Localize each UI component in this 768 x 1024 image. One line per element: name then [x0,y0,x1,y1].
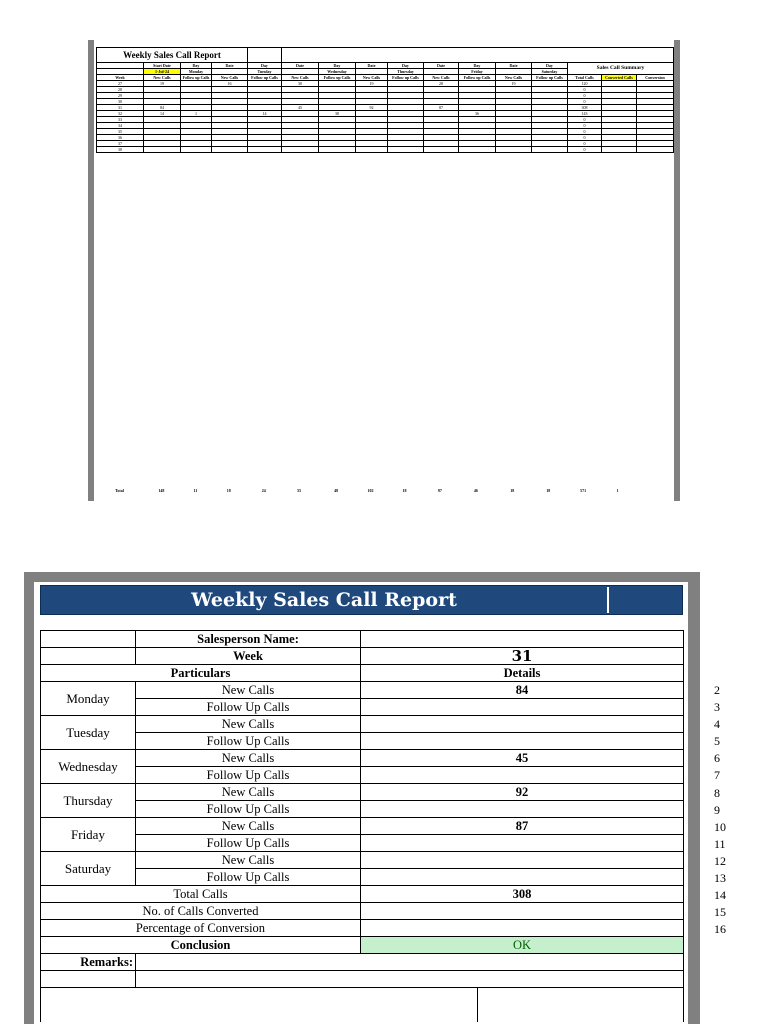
mini-cell[interactable]: 38 [97,147,144,153]
mini-totals-row [96,488,672,493]
mini-header: Day [181,63,212,69]
mini-cell[interactable] [459,147,496,153]
remarks-field-2[interactable] [136,971,684,988]
day-row [41,716,684,733]
mini-total-cell: 18 [546,488,551,493]
day-row [41,733,684,750]
mini-start-date[interactable]: 1-Jul-24 [144,69,181,75]
mini-cell[interactable]: 0 [568,87,602,93]
mini-cell[interactable]: 19 [356,81,388,87]
salesperson-field[interactable] [361,631,684,648]
mini-cell[interactable]: 32 [97,111,144,117]
report-table [40,630,684,1022]
mini-day: Wednesday [319,69,356,75]
follow-up-label: Follow Up Calls [136,835,361,852]
mini-cell[interactable]: 34 [97,123,144,129]
mini-col-header: Follow up Calls [459,75,496,81]
follow-up-label: Follow Up Calls [136,767,361,784]
day-row [41,801,684,818]
new-calls-label: New Calls [136,750,361,767]
mini-cell[interactable] [282,147,319,153]
mini-cell[interactable]: 0 [568,93,602,99]
converted-field[interactable] [361,903,684,920]
mini-total-cell: 102 [367,488,374,493]
day-label: Wednesday [41,750,136,784]
signature-box-right[interactable] [478,988,684,1023]
mini-cell[interactable]: 28 [97,87,144,93]
mini-total-cell: 571 [580,488,587,493]
mini-header: Date [282,63,319,69]
follow-up-label: Follow Up Calls [136,733,361,750]
mini-col-header: New Calls [356,75,388,81]
new-calls-label: New Calls [136,818,361,835]
mini-cell[interactable]: 92 [356,105,388,111]
mini-day: Tuesday [248,69,282,75]
mini-col-header: Total Calls [568,75,602,81]
mini-title: Weekly Sales Call Report [97,48,248,63]
mini-cell[interactable] [637,147,674,153]
new-calls-value[interactable] [361,716,684,733]
day-row [41,767,684,784]
mini-cell[interactable]: 0 [568,99,602,105]
row-number: 2 [714,683,720,697]
mini-cell[interactable] [181,147,212,153]
mini-cell[interactable]: 0 [568,117,602,123]
mini-total-cell: 18 [226,488,231,493]
mini-total-cell [635,488,672,493]
mini-cell[interactable]: 37 [97,141,144,147]
mini-total-cell: 55 [297,488,302,493]
mini-cell[interactable]: 19 [144,81,181,87]
row-number: 13 [714,871,726,886]
mini-total-cell: 48 [334,488,339,493]
mini-total-cell: 148 [158,488,165,493]
conclusion-label: Conclusion [41,937,361,954]
follow-up-value[interactable] [361,733,684,750]
mini-cell[interactable] [532,147,568,153]
mini-header: Day [388,63,424,69]
mini-col-header: New Calls [212,75,248,81]
new-calls-label: New Calls [136,716,361,733]
new-calls-value[interactable]: 84 [361,682,684,699]
row-number: 3 [714,700,720,715]
row-number: 10 [714,819,726,834]
mini-sales-table [96,47,674,153]
mini-col-header: Week [97,75,144,81]
conclusion-value[interactable]: OK [361,937,684,954]
row-number: 16 [714,922,726,937]
mini-total-cell: 11 [193,488,198,493]
mini-day: Saturday [532,69,568,75]
mini-cell[interactable]: 308 [568,105,602,111]
row-number: 4 [714,717,720,732]
mini-cell[interactable]: 16 [212,81,248,87]
mini-header: Date [356,63,388,69]
mini-total-cell: 18 [402,488,407,493]
follow-up-value[interactable] [361,801,684,818]
mini-cell[interactable]: 28 [424,81,459,87]
mini-cell[interactable]: 33 [97,117,144,123]
mini-cell[interactable]: 35 [97,129,144,135]
mini-cell[interactable]: 143 [568,111,602,117]
mini-cell[interactable]: 87 [424,105,459,111]
mini-cell[interactable] [602,147,637,153]
mini-cell[interactable]: 0 [568,123,602,129]
converted-label: No. of Calls Converted [41,903,361,920]
week-field[interactable]: 31 [361,648,684,665]
mini-header: Date [496,63,532,69]
new-calls-value[interactable]: 45 [361,750,684,767]
mini-total-cell: 97 [437,488,442,493]
mini-col-header: New Calls [496,75,532,81]
mini-col-header: New Calls [282,75,319,81]
mini-header: Date [424,63,459,69]
mini-day: Monday [181,69,212,75]
mini-col-header: Follow up Calls [248,75,282,81]
mini-col-header: New Calls [144,75,181,81]
details-header: Details [361,665,684,682]
report-form-frame [24,572,700,1024]
mini-cell[interactable]: 14 [144,111,181,117]
mini-total-cell: Total [115,488,124,493]
mini-total-cell: 1 [616,488,619,493]
mini-cell[interactable] [388,147,424,153]
follow-up-label: Follow Up Calls [136,699,361,716]
mini-header: Day [319,63,356,69]
salesperson-label: Salesperson Name: [136,631,361,648]
percentage-field[interactable] [361,920,684,937]
day-rows [41,682,684,886]
new-calls-label: New Calls [136,682,361,699]
row-number: 6 [714,751,720,766]
week-label: Week [136,648,361,665]
new-calls-value[interactable] [361,852,684,869]
mini-cell[interactable] [144,147,181,153]
mini-row [97,147,674,153]
mini-total-cell: 18 [510,488,515,493]
mini-col-header: Follow up Calls [181,75,212,81]
mini-total-cell: 46 [473,488,478,493]
mini-summary-title: Sales Call Summary [568,63,674,75]
remarks-label: Remarks: [41,954,136,971]
mini-col-header: Follow up Calls [319,75,356,81]
new-calls-label: New Calls [136,852,361,869]
row-number: 15 [714,905,726,920]
follow-up-value[interactable] [361,699,684,716]
mini-cell[interactable]: 0 [568,135,602,141]
mini-cell[interactable]: 29 [97,93,144,99]
mini-cell[interactable]: 45 [282,105,319,111]
remarks-field[interactable] [136,954,684,971]
mini-header: Start Date [144,63,181,69]
mini-cell[interactable] [319,147,356,153]
total-calls-label: Total Calls [41,886,361,903]
row-number: 5 [714,734,720,749]
mini-day: Friday [459,69,496,75]
follow-up-value[interactable] [361,767,684,784]
mini-cell[interactable] [212,147,248,153]
report-banner [40,585,683,615]
mini-day: Thursday [388,69,424,75]
row-numbers [714,682,726,938]
mini-cell[interactable]: 27 [97,81,144,87]
mini-cell[interactable]: 36 [459,111,496,117]
mini-cell[interactable]: 0 [568,147,602,153]
mini-cell[interactable]: 14 [248,111,282,117]
day-row [41,784,684,801]
day-label: Friday [41,818,136,852]
row-number: 7 [714,768,720,783]
mini-cell[interactable] [248,147,282,153]
mini-cell[interactable]: 36 [97,135,144,141]
row-number: 8 [714,785,720,800]
banner-divider [607,587,609,613]
mini-cell[interactable]: 0 [568,129,602,135]
day-row [41,750,684,767]
mini-col-header: New Calls [424,75,459,81]
row-number: 12 [714,853,726,868]
mini-total-cell: 24 [261,488,266,493]
new-calls-value[interactable]: 87 [361,818,684,835]
mini-cell[interactable]: 31 [97,105,144,111]
mini-cell[interactable]: 84 [144,105,181,111]
mini-cell[interactable]: 19 [496,81,532,87]
mini-cell[interactable] [496,147,532,153]
row-number: 11 [714,836,726,851]
mini-col-header: Follow up Calls [388,75,424,81]
day-label: Thursday [41,784,136,818]
mini-header: Day [532,63,568,69]
mini-body [97,81,674,153]
mini-col-header: Conversion [637,75,674,81]
follow-up-value[interactable] [361,835,684,852]
mini-cell[interactable]: 0 [568,141,602,147]
day-row [41,852,684,869]
mini-header: Day [248,63,282,69]
particulars-header: Particulars [41,665,361,682]
mini-col-header: Converted Calls [602,75,637,81]
report-form [34,582,688,1024]
day-label: Saturday [41,852,136,886]
mini-cell[interactable]: 1 [181,111,212,117]
mini-col-header: Follow up Calls [532,75,568,81]
follow-up-label: Follow Up Calls [136,869,361,886]
new-calls-value[interactable]: 92 [361,784,684,801]
day-row [41,699,684,716]
mini-cell[interactable] [424,147,459,153]
day-row [41,835,684,852]
row-number: 9 [714,802,720,817]
signature-box-left[interactable] [41,988,478,1023]
mini-cell[interactable]: 30 [282,81,319,87]
mini-cell[interactable]: 38 [319,111,356,117]
mini-cell[interactable]: 120 [568,81,602,87]
percentage-label: Percentage of Conversion [41,920,361,937]
follow-up-value[interactable] [361,869,684,886]
day-row [41,869,684,886]
day-label: Tuesday [41,716,136,750]
report-title: Weekly Sales Call Report [191,589,457,611]
new-calls-label: New Calls [136,784,361,801]
day-row [41,818,684,835]
day-label: Monday [41,682,136,716]
row-number: 14 [714,888,726,903]
mini-cell[interactable]: 30 [97,99,144,105]
mini-cell[interactable] [356,147,388,153]
mini-header: Date [212,63,248,69]
day-row [41,682,684,699]
total-calls-value[interactable]: 308 [361,886,684,903]
follow-up-label: Follow Up Calls [136,801,361,818]
mini-header: Day [459,63,496,69]
